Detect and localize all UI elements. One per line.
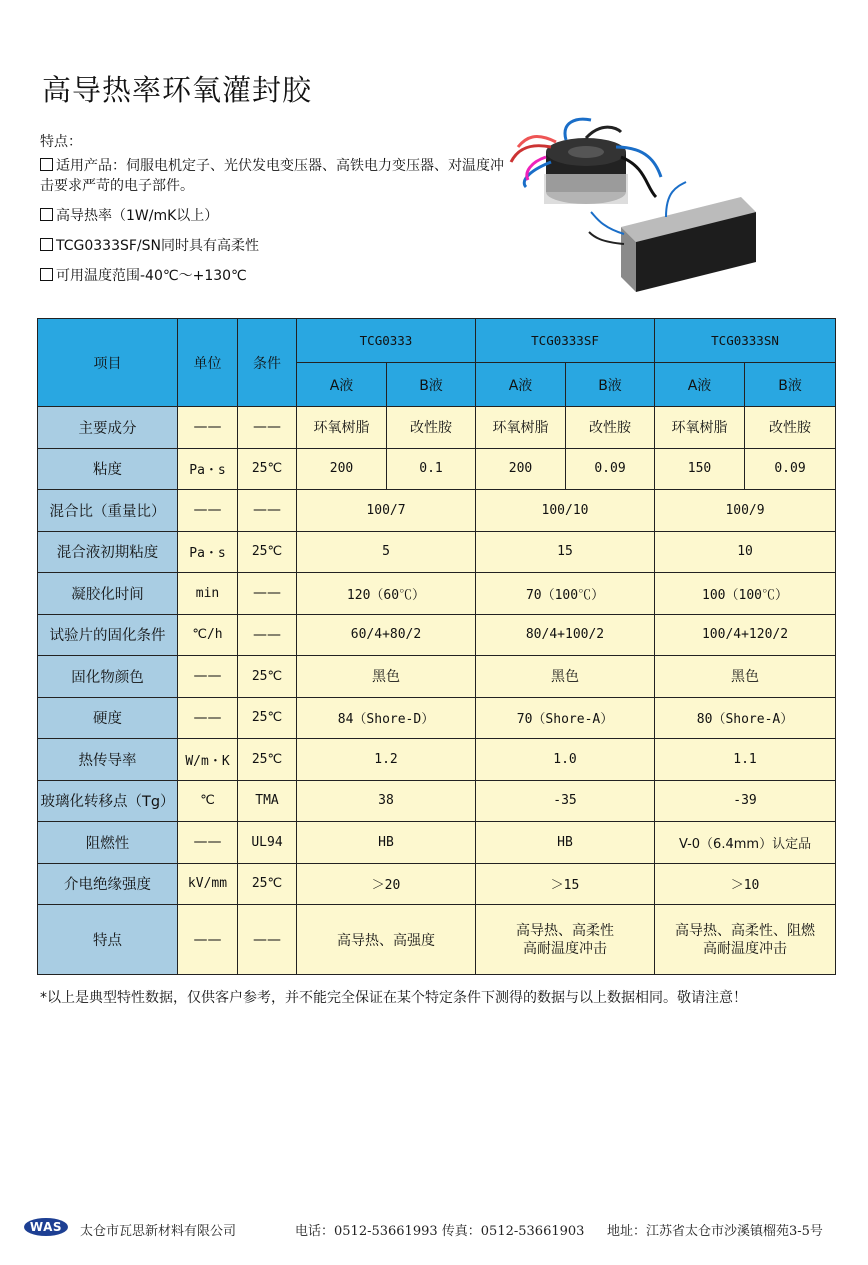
value-cell: 改性胺 bbox=[566, 407, 655, 449]
value-cell: ＞20 bbox=[297, 863, 476, 905]
value-cell: 100（100℃） bbox=[655, 573, 836, 615]
unit-cell: —— bbox=[178, 697, 238, 739]
page-title: 高导热率环氧灌封胶 bbox=[42, 73, 313, 107]
value-cell: 38 bbox=[297, 780, 476, 822]
value-cell: 环氧树脂 bbox=[297, 407, 387, 449]
unit-cell: ℃/h bbox=[178, 614, 238, 656]
features-section bbox=[40, 132, 510, 296]
value-line: 高耐温度冲击 bbox=[703, 940, 788, 957]
table-row bbox=[38, 739, 836, 781]
header-part-a: A液 bbox=[655, 363, 745, 407]
row-label: 介电绝缘强度 bbox=[38, 863, 178, 905]
footer bbox=[0, 1216, 868, 1246]
value-cell: 80/4+100/2 bbox=[476, 614, 655, 656]
header-part-a: A液 bbox=[297, 363, 387, 407]
feature-text: 高导热率（1W/mK以上） bbox=[56, 208, 219, 224]
value-cell: 环氧树脂 bbox=[655, 407, 745, 449]
value-cell: HB bbox=[297, 822, 476, 864]
row-label: 试验片的固化条件 bbox=[38, 614, 178, 656]
feature-item bbox=[40, 236, 510, 256]
table-row bbox=[38, 407, 836, 449]
table-row bbox=[38, 573, 836, 615]
checkbox-icon bbox=[40, 208, 53, 221]
condition-cell: —— bbox=[238, 573, 297, 615]
unit-cell: —— bbox=[178, 407, 238, 449]
table-row bbox=[38, 490, 836, 532]
checkbox-icon bbox=[40, 268, 53, 281]
value-cell: 100/10 bbox=[476, 490, 655, 532]
unit-cell: —— bbox=[178, 905, 238, 975]
table-row bbox=[38, 448, 836, 490]
table-row bbox=[38, 614, 836, 656]
row-label: 硬度 bbox=[38, 697, 178, 739]
header-product: TCG0333 bbox=[297, 319, 476, 363]
value-cell: 改性胺 bbox=[745, 407, 836, 449]
row-label: 粘度 bbox=[38, 448, 178, 490]
value-cell: 100/4+120/2 bbox=[655, 614, 836, 656]
row-label: 混合比（重量比） bbox=[38, 490, 178, 532]
unit-cell: —— bbox=[178, 490, 238, 532]
condition-cell: TMA bbox=[238, 780, 297, 822]
row-label: 主要成分 bbox=[38, 407, 178, 449]
header-product: TCG0333SN bbox=[655, 319, 836, 363]
unit-cell: —— bbox=[178, 656, 238, 698]
row-label: 阻燃性 bbox=[38, 822, 178, 864]
company-name: 太仓市瓦思新材料有限公司 bbox=[80, 1224, 237, 1239]
row-label: 凝胶化时间 bbox=[38, 573, 178, 615]
header-product: TCG0333SF bbox=[476, 319, 655, 363]
value-cell bbox=[476, 905, 655, 975]
row-label: 固化物颜色 bbox=[38, 656, 178, 698]
row-label: 特点 bbox=[38, 905, 178, 975]
value-cell: 60/4+80/2 bbox=[297, 614, 476, 656]
feature-text: 可用温度范围-40℃～+130℃ bbox=[56, 268, 247, 284]
checkbox-icon bbox=[40, 158, 53, 171]
feature-item bbox=[40, 266, 510, 286]
table-row bbox=[38, 697, 836, 739]
value-cell: 80（Shore-A） bbox=[655, 697, 836, 739]
unit-cell: kV/mm bbox=[178, 863, 238, 905]
condition-cell: —— bbox=[238, 490, 297, 532]
spec-table bbox=[37, 318, 836, 975]
condition-cell: 25℃ bbox=[238, 697, 297, 739]
value-cell: 环氧树脂 bbox=[476, 407, 566, 449]
value-cell: ＞15 bbox=[476, 863, 655, 905]
value-cell: 120（60℃） bbox=[297, 573, 476, 615]
condition-cell: 25℃ bbox=[238, 863, 297, 905]
row-label: 热传导率 bbox=[38, 739, 178, 781]
product-photo bbox=[506, 112, 826, 302]
condition-cell: UL94 bbox=[238, 822, 297, 864]
table-row bbox=[38, 863, 836, 905]
condition-cell: —— bbox=[238, 905, 297, 975]
checkbox-icon bbox=[40, 238, 53, 251]
feature-text: TCG0333SF/SN同时具有高柔性 bbox=[56, 238, 259, 254]
value-cell: 0.09 bbox=[745, 448, 836, 490]
value-cell: 200 bbox=[297, 448, 387, 490]
feature-text: 适用产品：伺服电机定子、光伏发电变压器、高铁电力变压器、对温度冲击要求严苛的电子部件。 bbox=[40, 158, 504, 194]
address-info: 地址：江苏省太仓市沙溪镇榴苑3-5号 bbox=[607, 1224, 823, 1239]
table-row bbox=[38, 531, 836, 573]
disclaimer-note: *以上是典型特性数据，仅供客户参考，并不能完全保证在某个特定条件下测得的数据与以上数据相同。敬请注意！ bbox=[40, 990, 747, 1006]
value-cell: 0.09 bbox=[566, 448, 655, 490]
value-cell: 1.1 bbox=[655, 739, 836, 781]
value-cell: HB bbox=[476, 822, 655, 864]
row-label: 混合液初期粘度 bbox=[38, 531, 178, 573]
header-condition: 条件 bbox=[238, 319, 297, 407]
value-cell: 70（100℃） bbox=[476, 573, 655, 615]
value-line: 高导热、高柔性、阻燃 bbox=[675, 922, 816, 939]
value-cell: 黑色 bbox=[297, 656, 476, 698]
value-cell: -35 bbox=[476, 780, 655, 822]
value-cell: ＞10 bbox=[655, 863, 836, 905]
condition-cell: 25℃ bbox=[238, 448, 297, 490]
value-cell: 84（Shore-D） bbox=[297, 697, 476, 739]
value-line: 高导热、高柔性 bbox=[516, 922, 614, 939]
contact-info: 电话：0512-53661993 传真：0512-53661903 bbox=[295, 1224, 585, 1239]
unit-cell: Pa・s bbox=[178, 448, 238, 490]
table-row bbox=[38, 822, 836, 864]
header-item: 项目 bbox=[38, 319, 178, 407]
header-unit: 单位 bbox=[178, 319, 238, 407]
value-cell: 1.0 bbox=[476, 739, 655, 781]
value-cell: 200 bbox=[476, 448, 566, 490]
condition-cell: 25℃ bbox=[238, 656, 297, 698]
value-cell: 高导热、高强度 bbox=[297, 905, 476, 975]
value-cell: 黑色 bbox=[476, 656, 655, 698]
value-cell: 改性胺 bbox=[387, 407, 476, 449]
value-cell: 5 bbox=[297, 531, 476, 573]
unit-cell: ℃ bbox=[178, 780, 238, 822]
condition-cell: 25℃ bbox=[238, 531, 297, 573]
value-cell: 1.2 bbox=[297, 739, 476, 781]
table-row bbox=[38, 780, 836, 822]
value-cell: 10 bbox=[655, 531, 836, 573]
unit-cell: W/m・K bbox=[178, 739, 238, 781]
value-cell: 15 bbox=[476, 531, 655, 573]
unit-cell: Pa・s bbox=[178, 531, 238, 573]
header-part-b: B液 bbox=[387, 363, 476, 407]
unit-cell: —— bbox=[178, 822, 238, 864]
table-row bbox=[38, 905, 836, 975]
value-cell bbox=[655, 905, 836, 975]
header-part-b: B液 bbox=[566, 363, 655, 407]
value-cell: 0.1 bbox=[387, 448, 476, 490]
header-part-a: A液 bbox=[476, 363, 566, 407]
value-cell: 100/7 bbox=[297, 490, 476, 532]
value-cell: -39 bbox=[655, 780, 836, 822]
company-logo: WAS bbox=[24, 1218, 68, 1236]
value-cell: 150 bbox=[655, 448, 745, 490]
feature-item bbox=[40, 156, 510, 196]
unit-cell: min bbox=[178, 573, 238, 615]
table-row bbox=[38, 656, 836, 698]
value-cell: 70（Shore-A） bbox=[476, 697, 655, 739]
condition-cell: —— bbox=[238, 614, 297, 656]
condition-cell: 25℃ bbox=[238, 739, 297, 781]
row-label: 玻璃化转移点（Tg） bbox=[38, 780, 178, 822]
value-cell: V-0（6.4mm）认定品 bbox=[655, 822, 836, 864]
value-cell: 黑色 bbox=[655, 656, 836, 698]
features-heading: 特点： bbox=[40, 134, 82, 150]
header-part-b: B液 bbox=[745, 363, 836, 407]
value-cell: 100/9 bbox=[655, 490, 836, 532]
condition-cell: —— bbox=[238, 407, 297, 449]
feature-item bbox=[40, 206, 510, 226]
value-line: 高耐温度冲击 bbox=[523, 940, 607, 957]
